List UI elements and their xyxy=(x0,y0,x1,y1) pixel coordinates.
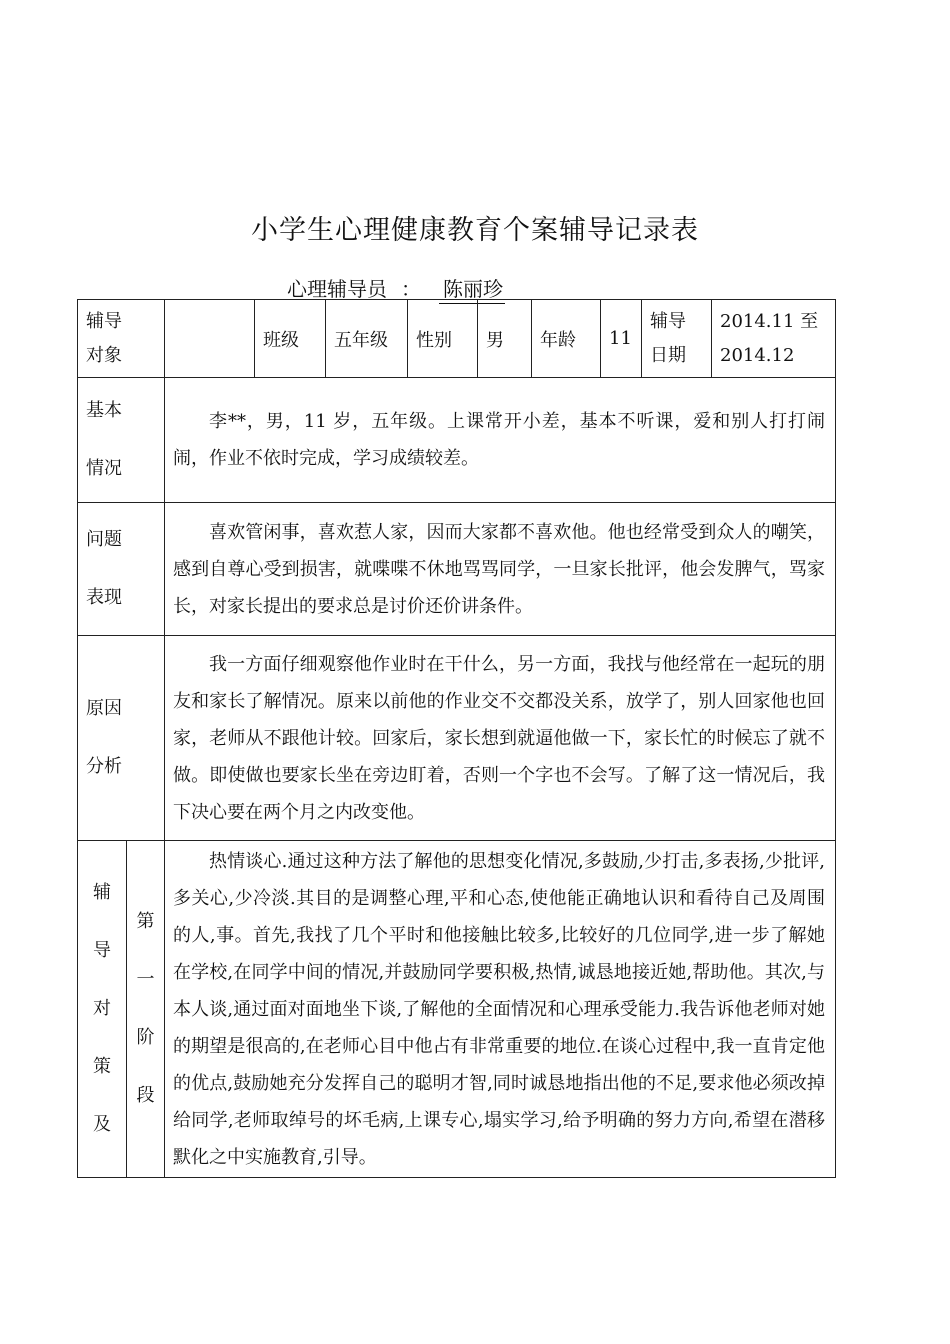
problem-label-cell xyxy=(78,503,165,636)
stage-label-char: 阶 xyxy=(136,1027,155,1048)
cause-label-line1: 原因 xyxy=(86,698,122,719)
strategy-label-char: 导 xyxy=(93,940,111,961)
subject-value-cell xyxy=(165,300,255,378)
strategy-row xyxy=(78,841,836,1178)
strategy-label-cell xyxy=(78,841,127,1178)
stage-label-char: 段 xyxy=(136,1085,155,1106)
document-title: 小学生心理健康教育个案辅导记录表 xyxy=(251,215,699,246)
strategy-label-char: 辅 xyxy=(93,882,111,903)
subject-label-line2: 对象 xyxy=(86,344,122,366)
subject-label-line1: 辅导 xyxy=(86,310,122,332)
date-label-line1: 辅导 xyxy=(650,310,686,332)
subject-label-cell xyxy=(78,300,165,378)
counselor-label: 心理辅导员 xyxy=(287,277,387,301)
header-row xyxy=(78,300,836,378)
problem-row xyxy=(78,503,836,636)
basic-info-label-line1: 基本 xyxy=(86,400,122,421)
date-value-cell xyxy=(712,300,836,378)
strategy-label-char: 及 xyxy=(93,1114,111,1135)
counselor-name: 陈丽珍 xyxy=(439,273,505,304)
cause-label-line2: 分析 xyxy=(86,756,122,777)
cause-label-cell xyxy=(78,636,165,841)
stage-label-char: 一 xyxy=(136,969,155,990)
basic-info-label-line2: 情况 xyxy=(86,458,122,479)
strategy-label-char: 策 xyxy=(93,1056,111,1077)
cause-row xyxy=(78,636,836,841)
problem-label-line2: 表现 xyxy=(86,587,122,608)
date-label-line2: 日期 xyxy=(650,344,686,366)
record-table xyxy=(77,299,836,1178)
age-value: 11 xyxy=(601,300,642,378)
date-label-cell xyxy=(642,300,712,378)
class-label: 班级 xyxy=(255,300,326,378)
strategy-text: 热情谈心.通过这种方法了解他的思想变化情况,多鼓励,少打击,多表扬,少批评,多关心,少冷淡.其目的是调整心理,平和心态,使他能正确地认识和看待自己及周围的人,事。首先,我找了几个平时和他接触比较多,比较好的几位同学,进一步了解她在学校,在同学中间的情况,并鼓励同学要积极,热情,诚恳地接近她,帮助他。其次,与本人谈,通过面对面地坐下谈,了解他的全面情况和心理承受能力.我告诉他老师对她的期望是很高的,在老师心目中他占有非常重要的地位.在谈心过程中,我一直肯定他的优点,鼓励她充分发挥自己的聪明才智,同时诚恳地指出他的不足,要求他必须改掉给同学,老师取绰号的坏毛病,上课专心,塌实学习,给予明确的努力方向,希望在潜移默化之中实施教育,引导。 xyxy=(165,841,836,1178)
problem-label-line1: 问题 xyxy=(86,529,122,550)
age-label: 年龄 xyxy=(532,300,601,378)
date-value-line2: 2014.12 xyxy=(720,344,795,366)
basic-info-text: 李**，男，11 岁，五年级。上课常开小差，基本不听课，爱和别人打打闹闹，作业不依时完成，学习成绩较差。 xyxy=(165,378,836,503)
class-value: 五年级 xyxy=(326,300,408,378)
stage-label-cell xyxy=(127,841,165,1178)
strategy-label-char: 对 xyxy=(93,998,111,1019)
gender-label: 性别 xyxy=(408,300,478,378)
gender-value: 男 xyxy=(478,300,532,378)
stage-label-char: 第 xyxy=(136,911,155,932)
basic-info-row xyxy=(78,378,836,503)
cause-text: 我一方面仔细观察他作业时在干什么，另一方面，我找与他经常在一起玩的朋友和家长了解情况。原来以前他的作业交不交都没关系，放学了，别人回家他也回家，老师从不跟他计较。回家后，家长想到就逼他做一下，家长忙的时候忘了就不做。即使做也要家长坐在旁边盯着，否则一个字也不会写。了解了这一情况后，我下决心要在两个月之内改变他。 xyxy=(165,636,836,841)
problem-text: 喜欢管闲事，喜欢惹人家，因而大家都不喜欢他。他也经常受到众人的嘲笑，感到自尊心受到损害，就喋喋不休地骂骂同学，一旦家长批评，他会发脾气，骂家长，对家长提出的要求总是讨价还价讲条件。 xyxy=(165,503,836,636)
date-value-line1: 2014.11 至 xyxy=(720,310,819,332)
counselor-separator: ： xyxy=(401,277,421,301)
basic-info-label-cell xyxy=(78,378,165,503)
